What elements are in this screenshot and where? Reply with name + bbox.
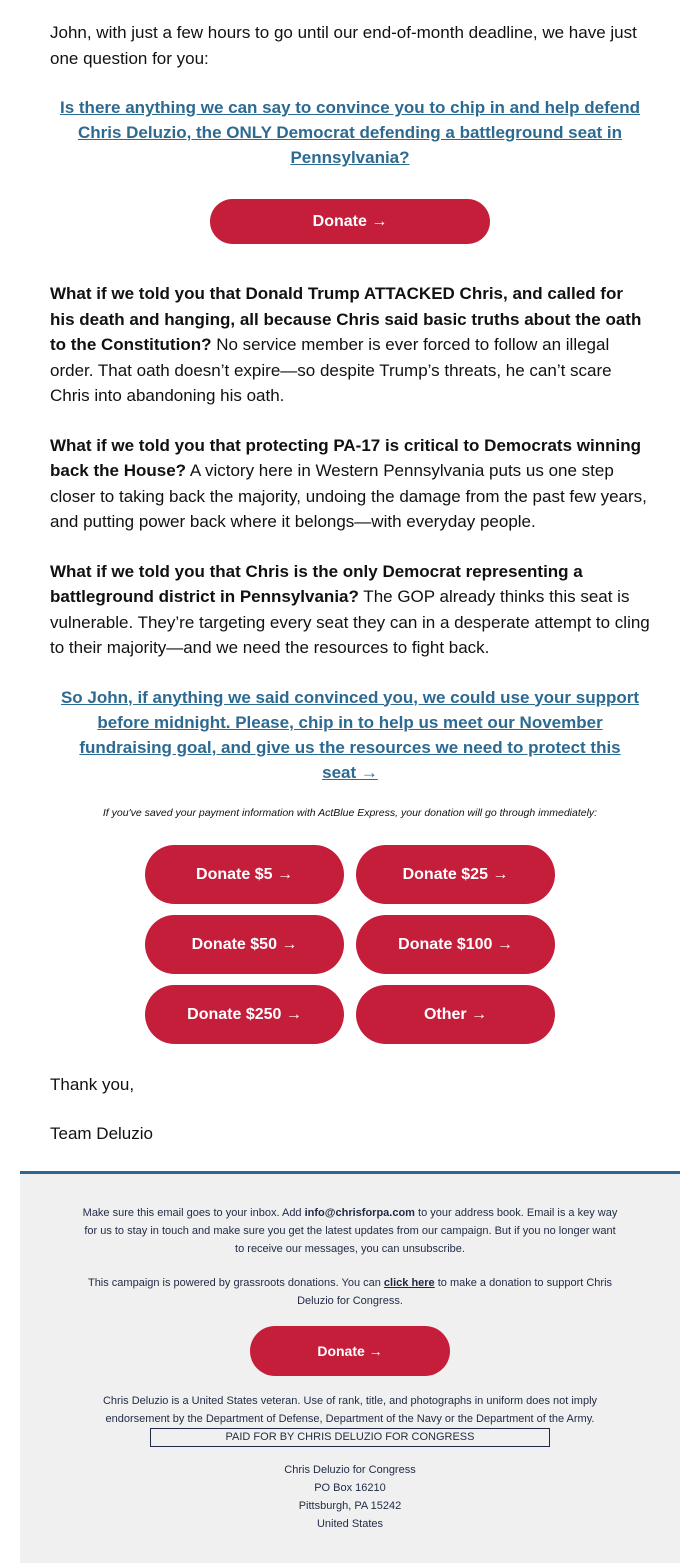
address-line: United States	[316, 1517, 384, 1530]
closing-link[interactable]: So John, if anything we said convinced you, we could use your support before midnight. Please, chip in to help us meet our November fundraising goal, and give us the resources we need to protect this seat →	[60, 687, 640, 782]
donate-50-button[interactable]: Donate $50 →	[145, 915, 344, 974]
text: Make sure this email goes to your inbox. Add	[82, 1206, 305, 1219]
donate-100-button[interactable]: Donate $100 →	[356, 915, 555, 974]
donate-250-button[interactable]: Donate $250 →	[145, 985, 344, 1044]
text: to make a donation to support Chris Deluzio for Congress.	[297, 1276, 613, 1307]
text: to your address book. Email is a key way for us to stay in touch and make sure you get the latest updates from our campaign. But if you no longer want to receive our messages, you can unsubscribe.	[84, 1206, 618, 1255]
address-line: Chris Deluzio for Congress	[284, 1463, 416, 1476]
paragraph-text: A victory here in Western Pennsylvania puts us one step closer to taking back the majority, undoing the damage from the past few years, and putting power back where it belongs—with everyday people.	[50, 461, 647, 531]
paragraph-1	[50, 281, 650, 409]
paid-for-box: PAID FOR BY CHRIS DELUZIO FOR CONGRESS	[150, 1428, 550, 1447]
donate-other-button[interactable]: Other →	[356, 985, 555, 1044]
paragraph-3	[50, 559, 650, 661]
paragraph-2	[50, 433, 650, 535]
intro-text: John, with just a few hours to go until our end-of-month deadline, we have just one question for you:	[50, 23, 637, 68]
donate-25-button[interactable]: Donate $25 →	[356, 845, 555, 904]
inbox-note	[80, 1204, 620, 1258]
donate-5-button[interactable]: Donate $5 →	[145, 845, 344, 904]
paragraph-bold: What if we told you that protecting PA-17 is critical to Democrats winning back the House?	[50, 435, 641, 480]
veteran-disclaimer: Chris Deluzio is a United States veteran. Use of rank, title, and photographs in uniform does not imply endorsement by the Department of Defense, Department of the Navy or the Department of the Army.	[102, 1394, 598, 1425]
footer	[20, 1171, 680, 1563]
click-here-link[interactable]: click here	[383, 1276, 435, 1289]
address-line: PO Box 16210	[314, 1481, 386, 1494]
paragraph-text: No service member is ever forced to follow an illegal order. That oath doesn’t expire—so despite Trump’s threats, he can’t scare Chris into abandoning his oath.	[50, 335, 612, 405]
paragraph-bold: What if we told you that Chris is the only Democrat representing a battleground district in Pennsylvania?	[50, 561, 583, 606]
signoff: Thank you,	[50, 1074, 135, 1094]
grassroots-note	[80, 1274, 620, 1310]
text: This campaign is powered by grassroots donations. You can	[87, 1276, 384, 1289]
express-note: If you've saved your payment information with ActBlue Express, your donation will go through immediately:	[102, 806, 598, 819]
paragraph-text: The GOP already thinks this seat is vulnerable. They’re targeting every seat they can in a desperate attempt to cling to their majority—and we need the resources to fight back.	[50, 587, 650, 657]
signature: Team Deluzio	[50, 1124, 153, 1143]
amount-buttons	[50, 845, 650, 1044]
paragraph-bold: What if we told you that Donald Trump ATTACKED Chris, and called for his death and hanging, all because Chris said basic truths about the oath to the Constitution?	[50, 284, 642, 354]
headline-link[interactable]: Is there anything we can say to convince you to chip in and help defend Chris Deluzio, the ONLY Democrat defending a battleground seat in Pennsylvania?	[60, 98, 640, 167]
contact-email: info@chrisforpa.com	[304, 1206, 415, 1219]
donate-button[interactable]: Donate →	[210, 199, 490, 244]
footer-donate-button[interactable]: Donate →	[250, 1326, 450, 1376]
address-line: Pittsburgh, PA 15242	[298, 1499, 402, 1512]
address	[80, 1461, 620, 1533]
